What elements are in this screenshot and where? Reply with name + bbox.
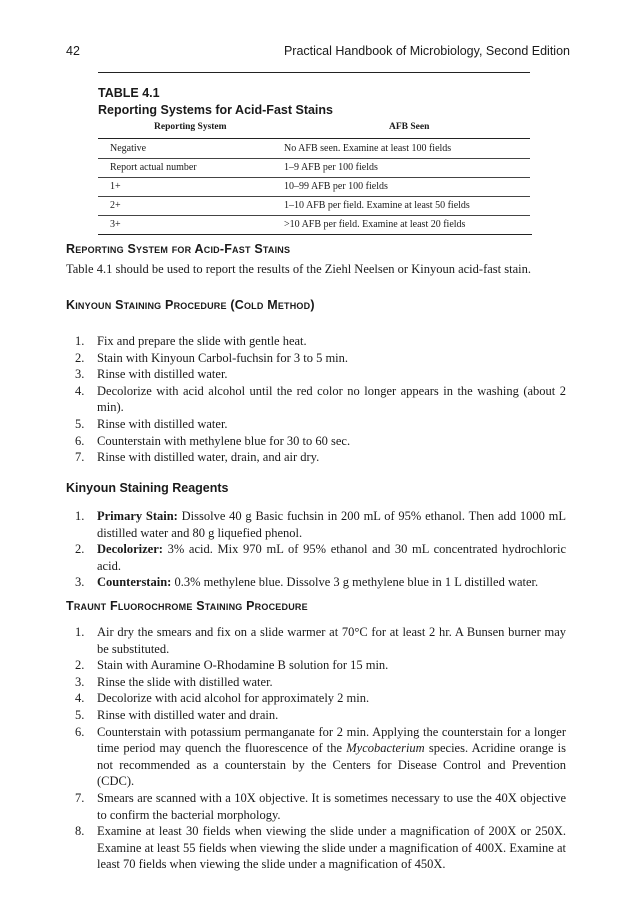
list-item: 6. Counterstain with potassium permanganate for 2 min. Applying the counterstain for a longer time period may quench the fluorescence of the Mycobacterium species. Acridine orange is not recommended as a counterstain by the Centers for Disease Control and Prevention (CDC). xyxy=(75,724,566,789)
list-item: 3. Rinse with distilled water. xyxy=(75,367,228,382)
list-item: 3. Rinse the slide with distilled water. xyxy=(75,674,273,689)
section-heading: Traunt Fluorochrome Staining Procedure xyxy=(66,599,308,613)
page-number: 42 xyxy=(66,44,80,58)
table-cell: 3+ xyxy=(110,219,121,230)
list-item: 2. Decolorizer: 3% acid. Mix 970 mL of 95% ethanol and 30 mL concentrated hydrochloric acid. xyxy=(75,542,566,573)
list-item: 2. Stain with Auramine O-Rhodamine B solution for 15 min. xyxy=(75,658,389,673)
running-header: Practical Handbook of Microbiology, Second Edition xyxy=(283,44,570,58)
section-kinyoun-reagents xyxy=(66,481,566,591)
table-cell: 1–10 AFB per field. Examine at least 50 fields xyxy=(284,200,470,211)
section-heading: Kinyoun Staining Procedure (Cold Method) xyxy=(66,298,315,312)
table-cell: Report actual number xyxy=(110,162,197,173)
table-cell: Negative xyxy=(110,143,147,154)
list-item: 1. Fix and prepare the slide with gentle heat. xyxy=(75,334,307,348)
table-row xyxy=(98,158,530,177)
list-item: 3. Counterstain: 0.3% methylene blue. Dissolve 3 g methylene blue in 1 L distilled water. xyxy=(75,575,539,590)
list-item: 7. Rinse with distilled water, drain, and air dry. xyxy=(75,450,320,465)
table-cell: 1–9 AFB per 100 fields xyxy=(284,162,378,173)
table-top-rule xyxy=(98,72,530,73)
table-cell: 2+ xyxy=(110,200,121,211)
table-4-1 xyxy=(98,72,530,235)
list-item: 4. Decolorize with acid alcohol until the red color no longer appears in the washing (about 2 min). xyxy=(75,383,566,415)
list-item: 1. Air dry the smears and fix on a slide warmer at 70°C for at least 2 hr. A Bunsen burner may be substituted. xyxy=(75,625,566,656)
list-item: 2. Stain with Kinyoun Carbol-fuchsin for 3 to 5 min. xyxy=(75,350,349,365)
section-heading: Kinyoun Staining Reagents xyxy=(66,481,229,495)
list-item: 4. Decolorize with acid alcohol for approximately 2 min. xyxy=(75,691,370,706)
table-bottom-rule xyxy=(98,234,532,235)
table-label: TABLE 4.1 xyxy=(98,86,160,100)
table-header-row xyxy=(98,120,530,138)
section-reporting-system xyxy=(66,242,566,278)
kinyoun-steps-list xyxy=(66,333,566,466)
table-cell: No AFB seen. Examine at least 100 fields xyxy=(284,143,452,154)
list-item: 6. Counterstain with methylene blue for 30 to 60 sec. xyxy=(75,433,351,448)
list-item: 1. Primary Stain: Dissolve 40 g Basic fuchsin in 200 mL of 95% ethanol. Then add 1000 mL distilled water and 80 g liquefied phenol. xyxy=(75,509,566,540)
section-heading: Reporting System for Acid-Fast Stains xyxy=(66,242,291,256)
table-row xyxy=(98,139,530,158)
table-cell: 10–99 AFB per 100 fields xyxy=(284,181,388,192)
column-header-afb-seen: AFB Seen xyxy=(389,122,430,132)
reagents-list xyxy=(66,508,566,591)
table-row xyxy=(98,177,530,196)
section-paragraph: Table 4.1 should be used to report the results of the Ziehl Neelsen or Kinyoun acid-fast stain. xyxy=(66,262,531,276)
list-item: 5. Rinse with distilled water and drain. xyxy=(75,707,279,722)
section-kinyoun-procedure xyxy=(66,298,566,466)
table-row xyxy=(98,196,530,215)
column-header-reporting-system: Reporting System xyxy=(154,122,227,132)
table-caption: Reporting Systems for Acid-Fast Stains xyxy=(98,103,333,117)
table-row xyxy=(98,215,530,234)
section-traunt-procedure xyxy=(66,599,566,873)
traunt-steps-list xyxy=(66,624,566,873)
table-cell: >10 AFB per field. Examine at least 20 fields xyxy=(284,219,466,230)
table-cell: 1+ xyxy=(110,181,121,192)
list-item: 5. Rinse with distilled water. xyxy=(75,416,228,431)
list-item: 7. Smears are scanned with a 10X objective. It is sometimes necessary to use the 40X objective to confirm the bacterial morphology. xyxy=(75,790,566,822)
list-item: 8. Examine at least 30 fields when viewing the slide under a magnification of 200X or 250X. Examine at least 55 fields when viewing the slide under a magnification of 400X. Examine at least 70 fields when viewing the slide under a magnification of 450X. xyxy=(75,824,566,872)
